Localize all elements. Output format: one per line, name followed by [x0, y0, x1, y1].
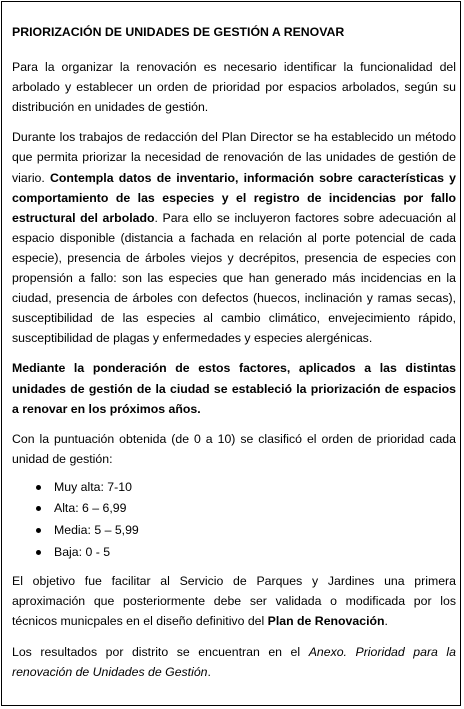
- priority-label: Baja: 0 - 5: [54, 544, 111, 559]
- paragraph-objective-lead: El objetivo fue facilitar al Servicio de Parques y Jardines una primera aproximación que posteriormente debe ser validada o modificada por los técnicos municpales en el diseño definitivo del: [12, 574, 456, 629]
- section-title: PRIORIZACIÓN DE UNIDADES DE GESTIÓN A RENOVAR: [12, 25, 345, 39]
- priority-label: Media: 5 – 5,99: [54, 523, 139, 538]
- list-item-priority: [12, 477, 456, 499]
- paragraph-method: [12, 127, 456, 348]
- paragraph-objective-tail: .: [384, 614, 388, 629]
- priority-label: Muy alta: 7-10: [54, 479, 132, 494]
- paragraph-results: [12, 642, 456, 682]
- text-box-frame: [1, 1, 461, 706]
- paragraph-score: Con la puntuación obtenida (de 0 a 10) se clasificó el orden de prioridad cada unidad de gestión:: [12, 431, 456, 466]
- list-item-priority: [12, 542, 456, 564]
- paragraph-results-lead: Los resultados por distrito se encuentran en el: [12, 644, 309, 659]
- paragraph-ponderation: Mediante la ponderación de estos factores, aplicados a las distintas unidades de gestión de la ciudad se estableció la priorización de espacios a renovar en los próximos años.: [12, 361, 456, 416]
- paragraph-method-tail: . Para ello se incluyeron factores sobre adecuación al espacio disponible (distancia a fachada en relación al porte potencial de cada especie), presencia de árboles viejos y decrépitos, presencia de especies con propensión a fallo: son las especies que han generado más incidencias en la ciudad, presencia de árboles con defectos (huecos, inclinación y ramas secas), susceptibilidad de las especies al cambio climático, envejecimiento rápido, susceptibilidad de plagas y enfermedades y especies alergénicas.: [12, 210, 456, 346]
- paragraph-intro: Para la organizar la renovación es necesario identificar la funcionalidad del arbolado y establecer un orden de prioridad por espacios arbolados, según su distribución en unidades de gestión.: [12, 60, 456, 115]
- paragraph-method-lead: Durante los trabajos de redacción del Plan Director se ha establecido un método que permita priorizar la necesidad de renovación de las unidades de gestión de viario.: [12, 130, 456, 185]
- priority-levels-list: [12, 477, 456, 563]
- paragraph-objective: [12, 571, 456, 631]
- priority-label: Alta: 6 – 6,99: [54, 501, 127, 516]
- paragraph-method-bold: Contempla datos de inventario, información sobre características y comportamiento de las especies y el registro de incidencias por fallo estructural del arbolado: [12, 170, 457, 225]
- paragraph-results-tail: .: [207, 664, 211, 679]
- bullet-icon: [36, 550, 41, 555]
- list-item-priority: [12, 498, 456, 520]
- document-content: [12, 22, 456, 692]
- bullet-icon: [36, 528, 41, 533]
- annex-reference: Anexo. Prioridad para la renovación de Unidades de Gestión: [12, 644, 456, 679]
- bullet-icon: [36, 485, 41, 490]
- plan-renovacion-bold: Plan de Renovación: [267, 614, 385, 629]
- list-item-priority: [12, 520, 456, 542]
- bullet-icon: [36, 506, 41, 511]
